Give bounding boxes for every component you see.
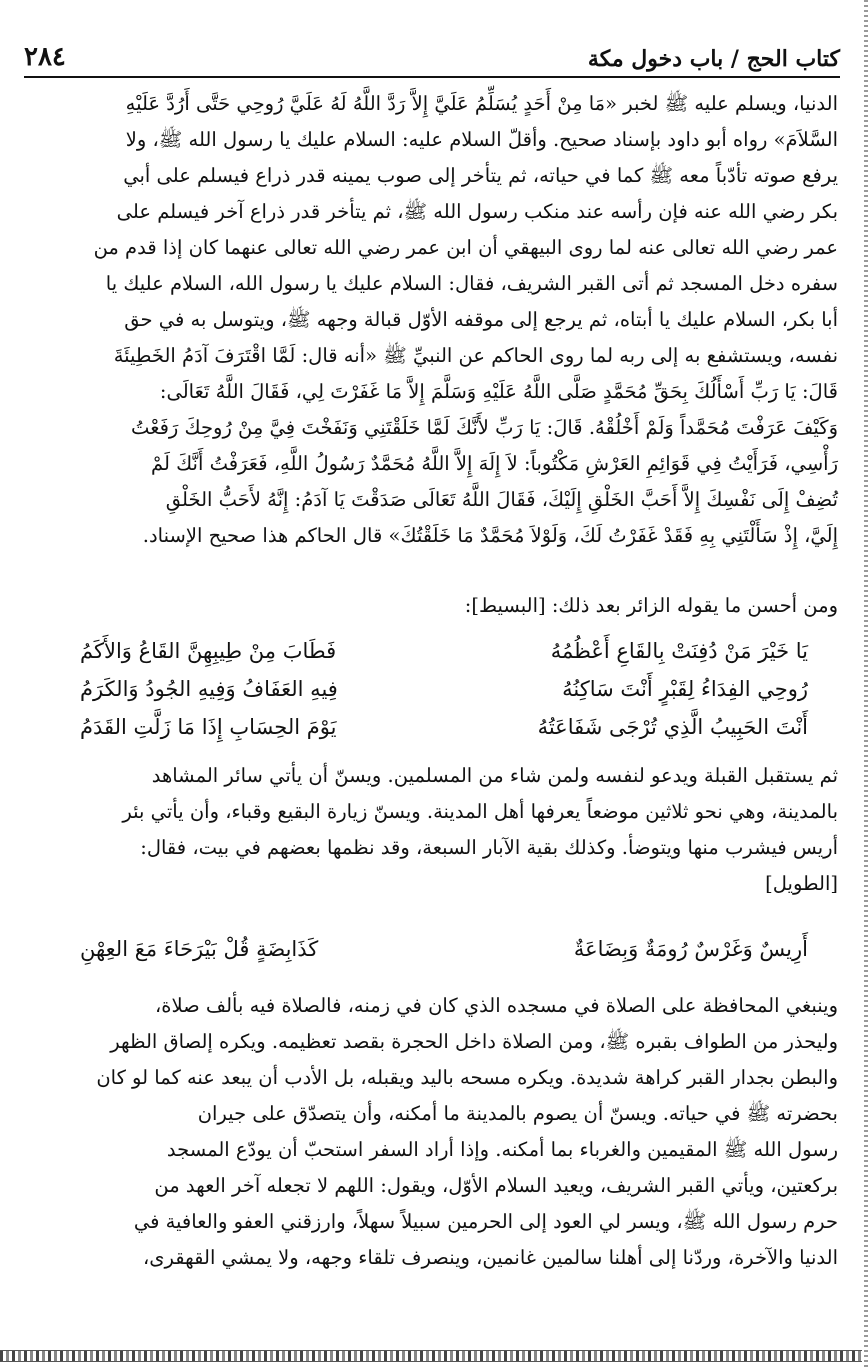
text-line: نفسه، ويستشفع به إلى ربه لما روى الحاكم عن النبيِّ ﷺ «أنه قال: لَمَّا اقْتَرَفَ آدَمُ الخَطِيئَةَ — [113, 344, 838, 367]
paragraph-block-c — [30, 988, 838, 1276]
hemistich-first: يَا خَيْرَ مَنْ دُفِنَتْ بِالقَاعِ أَعْظُمُهُ — [550, 639, 808, 663]
running-head: كتاب الحج / باب دخول مكة — [587, 46, 840, 72]
text-line: يرفع صوته تأدّباً معه ﷺ كما في حياته، ثم يتأخر إلى صوب يمينه قدر ذراع فيسلم على أبي — [123, 164, 838, 187]
text-line: بحضرته ﷺ في حياته. ويسنّ أن يصوم بالمدينة ما أمكنه، وأن يتصدّق على جيران — [197, 1102, 838, 1125]
page-header — [24, 28, 840, 78]
hemistich-first: أَرِيسٌ وَغَرْسٌ رُومَةٌ وَبِضَاعَةٌ — [573, 937, 808, 961]
text-line: عمر رضي الله تعالى عنه لما روى البيهقي أن ابن عمر رضي الله تعالى عنهما كان إذا قدم من — [93, 236, 838, 259]
poem-verse — [80, 670, 808, 708]
hemistich-first: أَنْتَ الحَبِيبُ الَّذِي تُرْجَى شَفَاعَتُهُ — [537, 715, 808, 739]
text-line: رسول الله ﷺ المقيمين والغرباء بما أمكنه. وإذا أراد السفر استحبّ أن يودّع المسجد — [166, 1138, 838, 1161]
text-line: رَأْسِي، فَرَأَيْتُ فِي قَوَائِمِ العَرْشِ مَكْتُوباً: لاَ إِلَهَ إِلاَّ اللَّهُ مُحَمَّدٌ رَسُولُ اللَّهِ، فَعَرَفْتُ أَنَّكَ لَمْ — [150, 452, 838, 475]
text-line: حرم رسول الله ﷺ، ويسر لي العود إلى الحرمين سبيلاً سهلاً، وارزقني العفو والعافية في — [133, 1210, 838, 1233]
text-line: سفره دخل المسجد ثم أتى القبر الشريف، فقال: السلام عليك يا رسول الله، السلام عليك يا — [105, 272, 838, 295]
poem-intro: ومن أحسن ما يقوله الزائر بعد ذلك: [البسيط]: — [464, 594, 838, 617]
hemistich-second: كَذَابِضَةٍ قُلْ بَيْرَحَاءَ مَعَ العِهْنِ — [80, 937, 319, 961]
hemistich-first: رُوحِي الفِدَاءُ لِقَبْرٍ أَنْتَ سَاكِنُهُ — [562, 677, 808, 701]
text-line: الدنيا، ويسلم عليه ﷺ لخبر «مَا مِنْ أَحَدٍ يُسَلِّمُ عَلَيَّ إِلاَّ رَدَّ اللَّهُ لَهُ عَلَيَّ رُوحِي حَتَّى أَرُدَّ عَلَيْهِ — [125, 92, 838, 115]
hemistich-second: يَوْمَ الحِسَابِ إِذَا مَا زَلَّتِ القَدَمُ — [80, 715, 337, 739]
poem-basit — [80, 632, 808, 746]
poem-verse — [80, 708, 808, 746]
text-line: وَكَيْفَ عَرَفْتَ مُحَمَّداً وَلَمْ أَخْلُقْهُ. قَالَ: يَا رَبِّ لأَنَّكَ لَمَّا خَلَقْتَنِي وَنَفَخْتَ فِيَّ مِنْ رُوحِكَ رَفَعْتُ — [131, 416, 838, 439]
text-line: قَالَ: يَا رَبِّ أَسْأَلُكَ بِحَقِّ مُحَمَّدٍ صَلَّى اللَّهُ عَلَيْهِ وَسَلَّمَ إِلاَّ مَا غَفَرْتَ لِي، فَقَالَ اللَّهُ تَعَالَى: — [159, 380, 838, 403]
paragraph-block-b — [30, 758, 838, 902]
hemistich-second: فِيهِ العَفَافُ وَفِيهِ الجُودُ وَالكَرَمُ — [80, 677, 338, 701]
decorative-border — [0, 1350, 862, 1362]
text-line: ثم يستقبل القبلة ويدعو لنفسه ولمن شاء من المسلمين. ويسنّ أن يأتي سائر المشاهد — [151, 764, 838, 787]
paragraph-block-a — [30, 86, 838, 554]
text-line: وينبغي المحافظة على الصلاة في مسجده الذي كان في زمنه، فالصلاة فيه بألف صلاة، — [154, 994, 838, 1017]
text-line: بركعتين، ويأتي القبر الشريف، ويعيد السلام الأوّل، ويقول: اللهم لا تجعله آخر العهد من — [154, 1174, 838, 1197]
scan-edge — [864, 0, 868, 1368]
text-line: أبا بكر، السلام عليك يا أبتاه، ثم يرجع إلى موقفه الأوّل قبالة وجهه ﷺ، ويتوسل به في حق — [124, 308, 838, 331]
page-number: ٢٨٤ — [24, 42, 66, 72]
text-line: تُضِفْ إِلَى نَفْسِكَ إِلاَّ أَحَبَّ الخَلْقِ إِلَيْكَ، فَقَالَ اللَّهُ تَعَالَى صَدَقْتَ يَا آدَمُ: إِنَّهُ لأَحَبُّ الخَلْقِ — [165, 488, 838, 511]
text-line: أريس فيشرب منها ويتوضأ. وكذلك بقية الآبار السبعة، وقد نظمها بعضهم في بيت، فقال: — [140, 836, 838, 859]
text-line: إِلَيَّ، إِذْ سَأَلْتَنِي بِهِ فَقَدْ غَفَرْتُ لَكَ، وَلَوْلاَ مُحَمَّدٌ مَا خَلَقْتُكَ» قال الحاكم هذا صحيح الإسناد. — [142, 524, 838, 547]
poem-verse — [80, 632, 808, 670]
text-line: بالمدينة، وهي نحو ثلاثين موضعاً يعرفها أهل المدينة. ويسنّ زيارة البقيع وقباء، وأن يأتي بئر — [122, 800, 838, 823]
text-line: وليحذر من الطواف بقبره ﷺ، ومن الصلاة داخل الحجرة بقصد تعظيمه. ويكره إلصاق الظهر — [110, 1030, 838, 1053]
text-line: بكر رضي الله عنه فإن رأسه عند منكب رسول الله ﷺ، ثم يتأخر قدر ذراع آخر فيسلم على — [116, 200, 838, 223]
poem-tawil — [80, 930, 808, 968]
hemistich-second: فَطَابَ مِنْ طِيبِهِنَّ القَاعُ وَالأَكَمُ — [80, 639, 337, 663]
text-line: الدنيا والآخرة، وردّنا إلى أهلنا سالمين غانمين، وينصرف تلقاء وجهه، ولا يمشي القهقرى، — [142, 1246, 838, 1269]
text-line: السَّلاَمَ» رواه أبو داود بإسناد صحيح. وأقلّ السلام عليه: السلام عليك يا رسول الله ﷺ، ولا — [125, 128, 838, 151]
meter-label: [الطويل] — [765, 872, 838, 895]
text-line: والبطن بجدار القبر كراهة شديدة. ويكره مسحه باليد ويقبله، بل الأدب أن يبعد عنه كما لو كان — [96, 1066, 838, 1089]
